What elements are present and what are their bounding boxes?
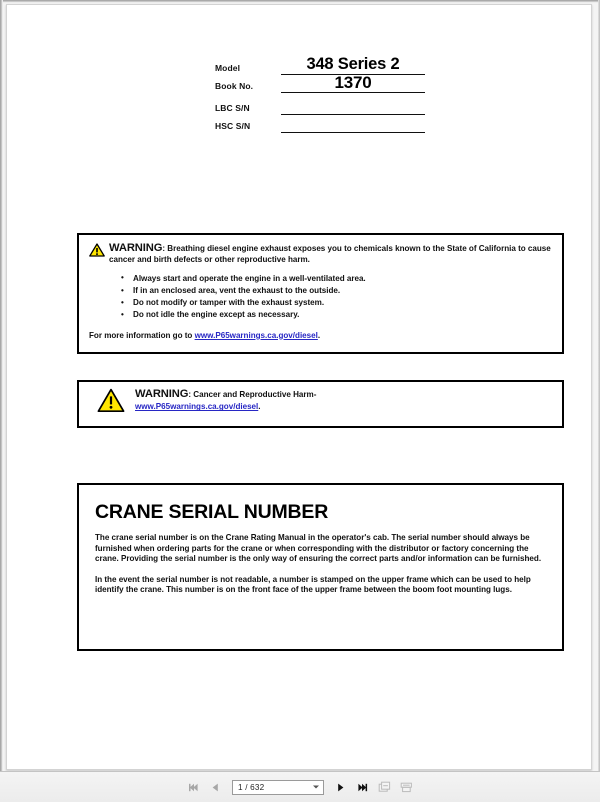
warning-word-label: WARNING: [109, 242, 163, 254]
cancer-warning-text: [135, 388, 316, 414]
list-item: • If in an enclosed area, vent the exhaust to the outside.: [121, 285, 552, 297]
diesel-warning-footer: [89, 331, 552, 340]
diesel-warning-heading-row: [89, 243, 552, 266]
viewer-top-edge: [0, 0, 600, 3]
id-row-book-no: [215, 75, 425, 93]
chevron-down-icon[interactable]: [313, 786, 319, 789]
list-item: • Always start and operate the engine in a well-ventilated area.: [121, 273, 552, 285]
previous-page-icon[interactable]: [208, 780, 223, 795]
serial-paragraph-1: The crane serial number is on the Crane Rating Manual in the operator's cab. The serial number should always be furnished when ordering parts for the crane or when corresponding with the distributor or factory concerning the crane. Providing the serial number is the only way of ensuring the correct parts and/or information can be furnished.: [95, 533, 542, 564]
page-number-value: 1 / 632: [238, 782, 265, 792]
id-row-model: [215, 57, 425, 75]
last-page-icon[interactable]: [355, 780, 370, 795]
warning-triangle-icon: [97, 388, 125, 413]
document-page: [6, 4, 592, 770]
serial-paragraph-2: In the event the serial number is not readable, a number is stamped on the upper frame which can be used to help identify the crane. This number is on the front face of the upper frame between the boom foot mounting lugs.: [95, 574, 531, 595]
warning-word-label: WARNING: [135, 388, 189, 400]
viewer-left-edge: [0, 0, 3, 772]
id-label-lbc-sn: LBC S/N: [215, 103, 250, 113]
p65-warnings-link[interactable]: www.P65warnings.ca.gov/diesel: [135, 402, 259, 412]
zoom-out-icon[interactable]: [377, 780, 392, 795]
page-number-input[interactable]: [232, 780, 324, 795]
toolbar-controls: [186, 780, 414, 795]
footer-suffix-text: .: [317, 330, 321, 340]
model-identification-block: [215, 57, 425, 133]
p65-warnings-link[interactable]: www.P65warnings.ca.gov/diesel: [194, 330, 318, 340]
cancer-warning-heading-row: [89, 388, 552, 414]
id-value-model: 348 Series 2: [306, 55, 400, 73]
page-title: CRANE SERIAL NUMBER: [95, 501, 329, 523]
id-rule-book-no: [281, 73, 425, 93]
id-value-book-no: 1370: [334, 73, 372, 92]
id-row-hsc-sn: [215, 115, 425, 133]
id-row-lbc-sn: [215, 97, 425, 115]
diesel-warning-bullet-list: [89, 273, 552, 322]
diesel-exhaust-warning-box: [77, 233, 564, 354]
diesel-warning-body: : Breathing diesel engine exhaust exposes you to chemicals known to the State of California to cause cancer and birth defects or other reproductive harm.: [109, 244, 551, 265]
footer-prefix-text: For more information go to: [89, 330, 195, 340]
cancer-link-suffix: .: [258, 402, 261, 412]
id-rule-hsc-sn: [281, 119, 425, 133]
id-rule-lbc-sn: [281, 101, 425, 115]
id-label-hsc-sn: HSC S/N: [215, 121, 251, 131]
warning-triangle-icon: [89, 243, 105, 257]
next-page-icon[interactable]: [333, 780, 348, 795]
id-label-book-no: Book No.: [215, 81, 254, 91]
diesel-warning-text: [109, 243, 552, 266]
zoom-in-icon[interactable]: [399, 780, 414, 795]
first-page-icon[interactable]: [186, 780, 201, 795]
pdf-navigation-toolbar: [0, 771, 600, 802]
crane-serial-number-box: [77, 483, 564, 651]
id-label-model: Model: [215, 63, 241, 73]
cancer-warning-box: [77, 380, 564, 428]
list-item: • Do not modify or tamper with the exhaust system.: [121, 297, 552, 309]
list-item: • Do not idle the engine except as necessary.: [121, 309, 552, 321]
cancer-warning-body: : Cancer and Reproductive Harm-: [188, 390, 317, 399]
